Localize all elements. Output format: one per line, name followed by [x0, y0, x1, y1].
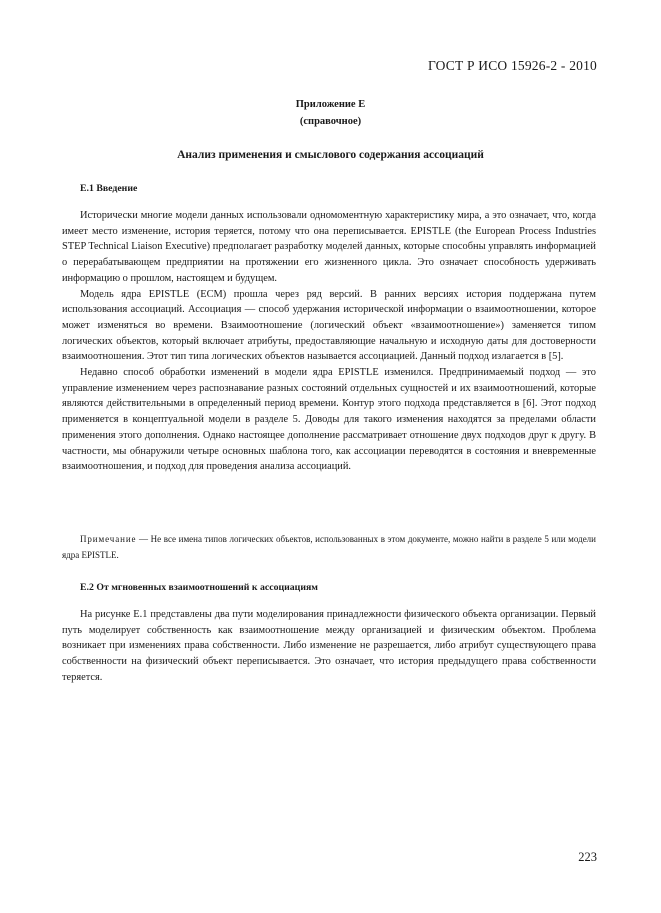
paragraph: Недавно способ обработки изменений в модели ядра EPISTLE изменился. Предпринимаемый подход — это управление изменением через распознавание разных состояний отдельных сущностей и их взаимоотношений, которые являются действительными в определенный период времени. Контур этого подхода представляется в [6]. Этот подход применяется в концептуальной модели в разделе 5. Доводы для такого изменения находятся за пределами области применения этого дополнения. Однако настоящее дополнение рассматривает отношение двух подходов друг к другу. В частности, мы обнаружили четыре основных шаблона того, как ассоциации переводятся в состояния и вневременные взаимоотношения, и подход для проведения анализа ассоциаций.	[62, 367, 596, 473]
standard-code: ГОСТ Р ИСО 15926-2 - 2010	[427, 58, 597, 73]
note-label: Примечание	[80, 534, 137, 544]
annex-title: Приложение Е	[295, 99, 366, 110]
section-e1-body	[62, 208, 596, 475]
paragraph: Исторически многие модели данных использовали одномоментную характеристику мира, а это означает, что, когда имеет место изменение, история теряется, потому что она переписывается. EPISTLE (the European Process Industries STEP Technical Liaison Executive) предполагает разработку моделей данных, которые способны управлять информацией о перерабатывающем предприятии на протяжении его жизненного цикла. Это означает способность удерживать информацию о прошлом, настоящем и будущем.	[62, 210, 596, 284]
paragraph: Модель ядра EPISTLE (ЕСМ) прошла через ряд версий. В ранних версиях история поддержана путем использования ассоциаций. Ассоциация — способ удержания исторической информации о взаимоотношении, которое может изменяться во времени. Взаимоотношение (логический объект «взаимоотношение») заменяется типом логических объектов, который включает атрибуты, предоставляющие начальную и исходную даты для достоверности взаимоотношения. Этот тип типа логических объектов называется ассоциацией. Данный подход излагается в [5].	[62, 288, 596, 363]
annex-heading	[0, 96, 661, 130]
annex-kind: (справочное)	[299, 116, 362, 127]
main-title: Анализ применения и смыслового содержания ассоциаций	[177, 149, 484, 161]
paragraph: На рисунке Е.1 представлены два пути моделирования принадлежности физического объекта организации. Первый путь моделирует собственность как взаимоотношение между организацией и физическим объектом. Проблема возникает при изменениях права собственности. Либо изменение не разрешается, либо атрибут существующего права собственности на физический объект переписывается. Это означает, что история предыдущего права собственности теряется.	[62, 609, 596, 683]
section-e1-heading: Е.1 Введение	[80, 183, 138, 194]
section-e2-heading: Е.2 От мгновенных взаимоотношений к ассоциациям	[80, 582, 318, 593]
section-e2-body	[62, 607, 596, 686]
note-text: — Не все имена типов логических объектов, использованных в этом документе, можно найти в разделе 5 или модели ядра EPISTLE.	[62, 534, 596, 560]
note	[62, 532, 596, 563]
page-number: 223	[578, 850, 597, 864]
